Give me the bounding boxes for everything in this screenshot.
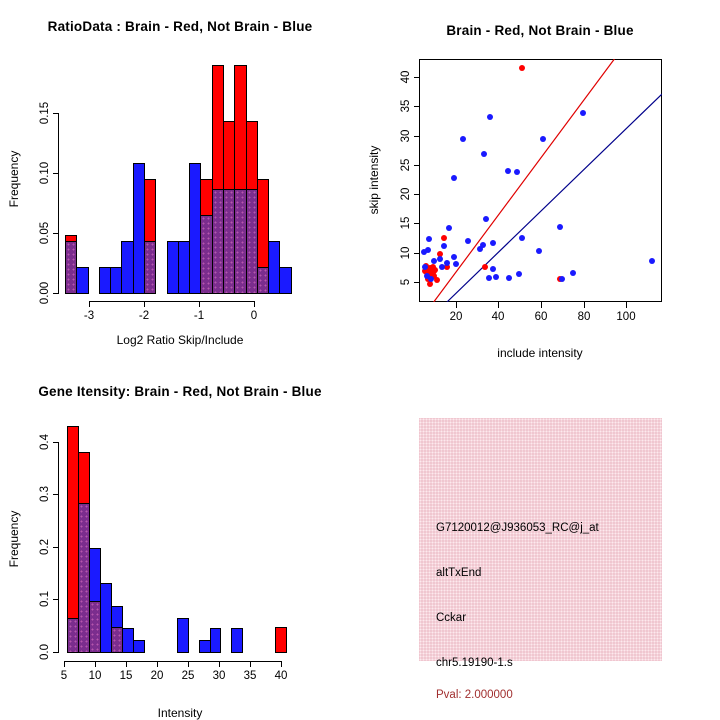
- locus-text: chr5.19190-1.s: [436, 657, 513, 669]
- y-axis-tick: [53, 494, 59, 495]
- x-tick-label: -2: [138, 310, 150, 322]
- y-tick-label: 10: [400, 246, 412, 260]
- scatter-ylabel: skip intensity: [367, 145, 381, 215]
- x-tick-label: 0: [250, 310, 258, 322]
- not-brain-data-point: [453, 261, 459, 267]
- not-brain-data-point: [649, 258, 655, 264]
- histogram-bar-segment: [231, 628, 243, 653]
- not-brain-data-point: [490, 240, 496, 246]
- histogram-bar-segment: [111, 606, 123, 628]
- y-tick-label: 30: [400, 129, 412, 143]
- not-brain-data-point: [514, 169, 520, 175]
- histogram-bar-segment: [210, 628, 221, 653]
- probe-id-text: G7120012@J936053_RC@j_at: [436, 522, 599, 534]
- x-tick-label: 40: [491, 311, 505, 323]
- not-brain-data-point: [437, 256, 443, 262]
- x-axis-tick: [64, 661, 65, 667]
- y-axis-tick: [53, 173, 59, 174]
- x-tick-label: 100: [616, 311, 636, 323]
- histogram-bar-segment: [144, 179, 156, 242]
- x-axis-tick: [126, 661, 127, 667]
- y-axis-tick: [53, 293, 59, 294]
- not-brain-data-point: [487, 114, 493, 120]
- histogram-bar-segment: [275, 627, 287, 653]
- x-tick-label: 20: [449, 311, 463, 323]
- brain-data-point: [482, 264, 488, 270]
- x-axis-tick: [95, 661, 96, 667]
- not-brain-data-point: [519, 235, 525, 241]
- y-axis-tick: [53, 547, 59, 548]
- splice-type-text: altTxEnd: [436, 567, 482, 579]
- y-axis-tick: [53, 442, 59, 443]
- x-axis-tick: [541, 302, 542, 308]
- x-tick-label: 15: [119, 670, 133, 682]
- histogram-bar-segment: [65, 235, 77, 242]
- y-tick-label: 35: [400, 99, 412, 113]
- y-tick-label: 0.10: [39, 161, 51, 185]
- y-axis-line: [58, 113, 59, 294]
- y-tick-label: 5: [400, 278, 412, 286]
- not-brain-data-point: [422, 264, 428, 270]
- not-brain-data-point: [570, 270, 576, 276]
- scatter-xlabel: include intensity: [497, 346, 583, 360]
- intensity-scatter-panel: [360, 0, 720, 360]
- y-axis-tick: [53, 652, 59, 653]
- x-tick-label: 60: [534, 311, 548, 323]
- x-tick-label: 80: [577, 311, 591, 323]
- pval-text: Pval: 2.000000: [436, 689, 513, 701]
- x-axis-tick: [456, 302, 457, 308]
- x-tick-label: 10: [88, 670, 102, 682]
- x-tick-label: 5: [60, 670, 68, 682]
- x-axis-line: [89, 301, 255, 302]
- x-axis-tick: [498, 302, 499, 308]
- x-axis-tick: [219, 661, 220, 667]
- gene-intensity-histogram-panel: [0, 360, 360, 720]
- not-brain-data-point: [446, 225, 452, 231]
- not-brain-data-point: [441, 243, 447, 249]
- histogram-bar-segment: [133, 640, 145, 653]
- gene-intensity-title: Gene Itensity: Brain - Red, Not Brain - Blue: [38, 384, 322, 399]
- x-axis-tick: [250, 661, 251, 667]
- y-tick-label: 0.1: [39, 591, 51, 607]
- gene-info-panel: [360, 360, 720, 720]
- scatter-title: Brain - Red, Not Brain - Blue: [446, 23, 634, 38]
- ratio-histogram-xlabel: Log2 Ratio Skip/Include: [116, 333, 244, 347]
- brain-data-point: [441, 235, 447, 241]
- x-tick-label: -1: [193, 310, 205, 322]
- not-brain-data-point: [493, 274, 499, 280]
- y-tick-label: 20: [400, 187, 412, 201]
- y-axis-tick: [53, 599, 59, 600]
- x-axis-tick: [584, 302, 585, 308]
- y-axis-tick: [53, 113, 59, 114]
- x-axis-tick: [281, 661, 282, 667]
- ratio-histogram-title: RatioData : Brain - Red, Not Brain - Blue: [47, 19, 313, 34]
- histogram-bar-segment: [144, 241, 156, 294]
- y-axis-tick: [53, 233, 59, 234]
- brain-fit-line: [434, 59, 615, 302]
- y-tick-label: 0.0: [39, 644, 51, 660]
- y-tick-label: 0.15: [39, 101, 51, 125]
- ratio-histogram-ylabel: Frequency: [7, 150, 21, 208]
- gene-info-box: [419, 418, 662, 701]
- y-tick-label: 0.2: [39, 539, 51, 555]
- not-brain-fit-line: [447, 94, 662, 302]
- y-tick-label: 40: [400, 70, 412, 84]
- x-axis-tick: [254, 301, 255, 307]
- not-brain-data-point: [460, 136, 466, 142]
- brain-data-point: [519, 65, 525, 71]
- not-brain-data-point: [480, 242, 486, 248]
- x-tick-label: -3: [83, 310, 95, 322]
- y-tick-label: 0.3: [39, 486, 51, 502]
- y-tick-label: 0.05: [39, 221, 51, 245]
- y-tick-label: 0.4: [39, 434, 51, 450]
- ratio-histogram-panel: [0, 0, 360, 360]
- y-tick-label: 25: [400, 158, 412, 172]
- histogram-bar-segment: [177, 618, 189, 653]
- x-axis-tick: [199, 301, 200, 307]
- x-tick-label: 35: [243, 670, 257, 682]
- x-axis-tick: [157, 661, 158, 667]
- not-brain-data-point: [451, 254, 457, 260]
- x-tick-label: 25: [181, 670, 195, 682]
- histogram-bar-segment: [279, 267, 292, 294]
- x-tick-label: 40: [274, 670, 288, 682]
- gene-intensity-xlabel: Intensity: [157, 706, 203, 720]
- y-tick-label: 0.00: [39, 281, 51, 305]
- gene-intensity-ylabel: Frequency: [7, 510, 21, 568]
- not-brain-data-point: [505, 168, 511, 174]
- x-tick-label: 30: [212, 670, 226, 682]
- x-tick-label: 20: [150, 670, 164, 682]
- gene-symbol-text: Cckar: [436, 612, 467, 624]
- x-axis-tick: [626, 302, 627, 308]
- histogram-bar-segment: [78, 452, 90, 504]
- not-brain-data-point: [426, 236, 432, 242]
- y-tick-label: 15: [400, 216, 412, 230]
- x-axis-tick: [188, 661, 189, 667]
- x-axis-tick: [89, 301, 90, 307]
- not-brain-data-point: [451, 175, 457, 181]
- x-axis-tick: [144, 301, 145, 307]
- histogram-bar-segment: [76, 267, 89, 294]
